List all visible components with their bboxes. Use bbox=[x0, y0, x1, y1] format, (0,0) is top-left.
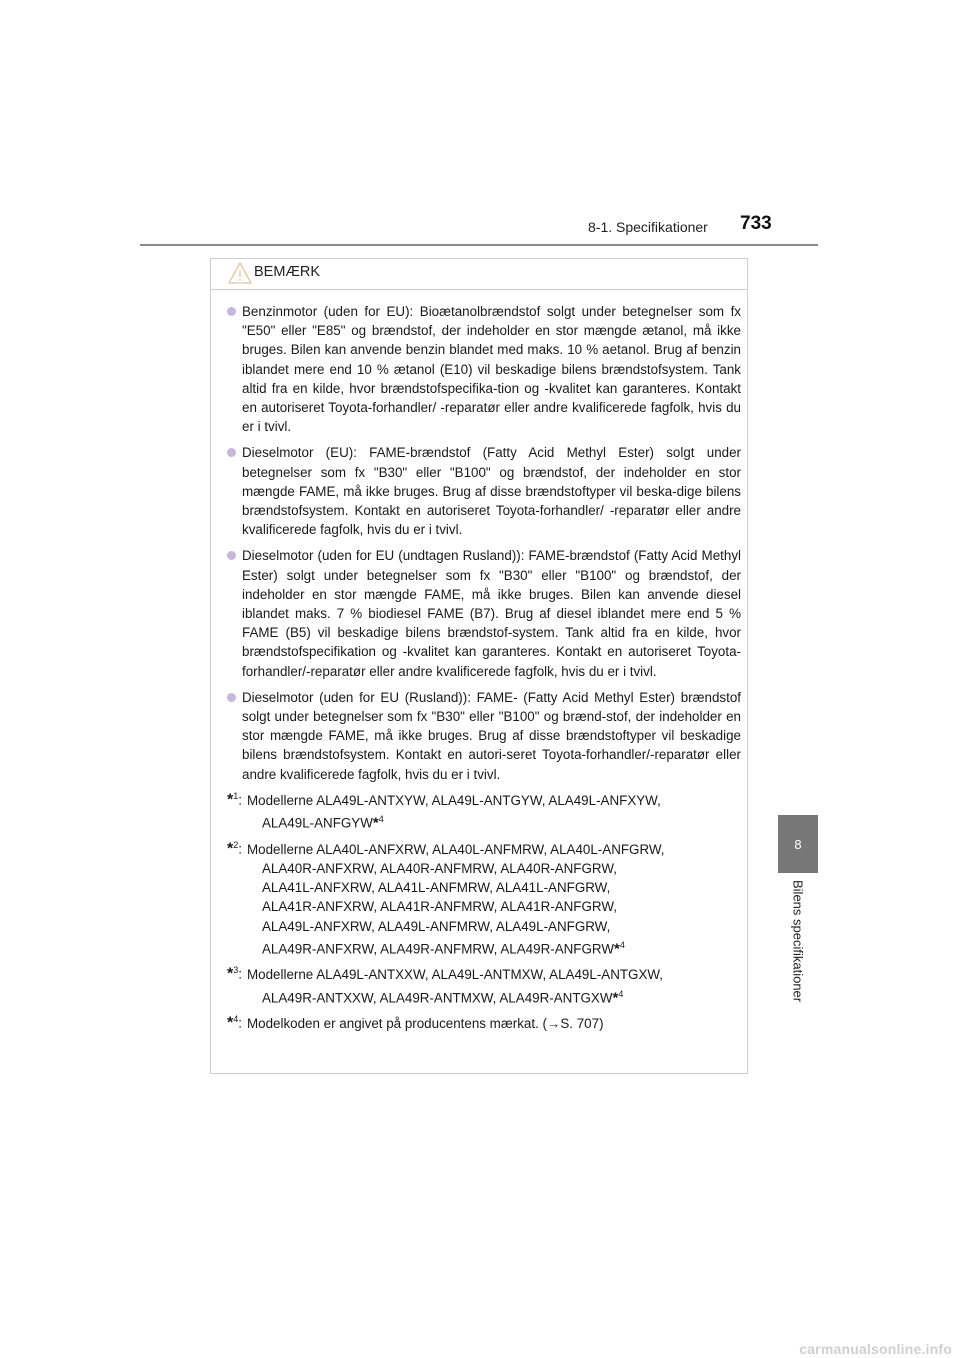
notice-box bbox=[210, 258, 748, 1074]
footnote-line: ALA41L-ANFXRW, ALA41L-ANFMRW, ALA41L-ANFGRW, bbox=[262, 880, 611, 896]
footnote-marker: *$^4$: bbox=[227, 1014, 242, 1032]
footnote-1 bbox=[227, 791, 741, 833]
bullet-text: Dieselmotor (uden for EU (undtagen Rusland)): FAME-brændstof (Fatty Acid Methyl Ester) solgt under betegnelser som fx "B30" eller "B100" og brændstof, der indeholder en stor mængde FAME, må ikke bruges. Bilen kan anvende diesel iblandet maks. 7 % biodiesel FAME (B7). Brug af diesel iblandet mere end 5 % FAME (B5) vil beskadige bilens brændstof-system. Tank altid fra en kilde, hvor brændstofspecifikation og -kvalitet kan garanteres. Kontakt en autoriseret Toyota-forhandler/-reparatør eller andre kvalificerede fagfolk, hvis du er i tvivl. bbox=[242, 548, 741, 679]
notice-bullet-diesel-non-eu bbox=[227, 546, 741, 680]
bullet-dot-icon bbox=[227, 551, 236, 560]
footnote-line: ALA49L-ANFGYW*$^4$ bbox=[262, 814, 384, 832]
notice-header bbox=[211, 259, 747, 290]
footnote-line: ALA49R-ANTXXW, ALA49R-ANTMXW, ALA49R-ANTGXW*$^4$ bbox=[262, 988, 624, 1007]
header-divider bbox=[140, 244, 818, 246]
bullet-text: Dieselmotor (uden for EU (Rusland)): FAME- (Fatty Acid Methyl Ester) brændstof solgt under betegnelser som fx "B30" eller "B100" og brænd-stof, der indeholder en stor mængde FAME, må ikke bruges. Brug af disse brændstoftyper vil beskadige bilens brændstofsystem. Kontakt en autori-seret Toyota-forhandler/-reparatør eller andre kvalificerede fagfolk, hvis du er i tvivl. bbox=[242, 689, 741, 782]
footnote-line: Modellerne ALA40L-ANFXRW, ALA40L-ANFMRW, ALA40L-ANFGRW, bbox=[247, 841, 665, 857]
watermark: carmanualsonline.info bbox=[799, 1341, 952, 1357]
notice-bullet-diesel-russia bbox=[227, 688, 741, 784]
notice-bullet-petrol bbox=[227, 302, 741, 436]
bullet-dot-icon bbox=[227, 448, 236, 457]
footnote-line: ALA40R-ANFXRW, ALA40R-ANFMRW, ALA40R-ANFGRW, bbox=[262, 860, 617, 876]
notice-body bbox=[211, 290, 747, 1034]
section-title: 8-1. Specifikationer bbox=[588, 219, 708, 235]
footnote-line: Modellerne ALA49L-ANTXXW, ALA49L-ANTMXW, ALA49L-ANTGXW, bbox=[247, 967, 664, 983]
footnote-marker: *$^1$: bbox=[227, 790, 242, 809]
bullet-dot-icon bbox=[227, 693, 236, 702]
footnote-marker: *$^3$: bbox=[227, 965, 242, 983]
footnote-marker: *$^2$: bbox=[227, 839, 242, 858]
footnote-line: ALA41R-ANFXRW, ALA41R-ANFMRW, ALA41R-ANFGRW, bbox=[262, 899, 617, 915]
bullet-text: Dieselmotor (EU): FAME-brændstof (Fatty Acid Methyl Ester) solgt under betegnelser som fx "B30" eller "B100" og brændstof, der indeholder en stor mængde FAME, må ikke bruges. Brug af disse brændstoftyper vil beska-dige bilens brændstofsystem. Kontakt en autoriseret Toyota-forhandler/ -reparatør eller andre kvalificerede fagfolk, hvis du er i tvivl. bbox=[242, 445, 741, 538]
chapter-title: Bilens specifikationer bbox=[790, 880, 806, 1003]
warning-triangle-icon bbox=[228, 262, 252, 284]
footnote-line: Modelkoden er angivet på producentens mærkat. (→S. 707) bbox=[247, 1016, 604, 1032]
footnote-4 bbox=[227, 1014, 741, 1033]
notice-bullet-diesel-eu bbox=[227, 443, 741, 539]
footnote-line: ALA49L-ANFXRW, ALA49L-ANFMRW, ALA49L-ANFGRW, bbox=[262, 918, 611, 934]
bullet-dot-icon bbox=[227, 307, 236, 316]
bullet-text: Benzinmotor (uden for EU): Bioætanolbrændstof solgt under betegnelser som fx "E50" eller "E85" og brændstof, der indeholder en stor mængde ætanol, må ikke bruges. Bilen kan anvende benzin blandet med maks. 10 % aetanol. Brug af benzin iblandet mere end 10 % ætanol (E10) vil beskadige bilens brændstofsystem. Tank altid fra en kilde, hvor brændstofspecifika-tion og -kvalitet kan garanteres. Kontakt en autoriseret Toyota-forhandler/ -reparatør eller andre kvalificerede fagfolk, hvis du er i tvivl. bbox=[242, 304, 741, 435]
notice-title: BEMÆRK bbox=[254, 264, 321, 280]
chapter-tab[interactable]: 8 bbox=[778, 815, 818, 873]
page-number: 733 bbox=[740, 213, 772, 234]
footnote-2 bbox=[227, 840, 741, 959]
footnote-line: ALA49R-ANFXRW, ALA49R-ANFMRW, ALA49R-ANFGRW*$^4$ bbox=[262, 939, 625, 958]
footnote-line: Modellerne ALA49L-ANTXYW, ALA49L-ANTGYW, ALA49L-ANFXYW, bbox=[247, 792, 661, 808]
footnote-3 bbox=[227, 965, 741, 1007]
